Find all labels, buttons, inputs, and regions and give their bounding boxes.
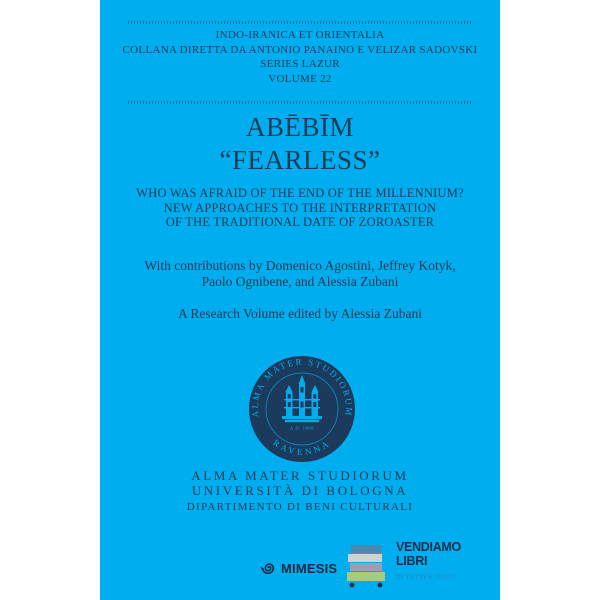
contributors-block [100,258,500,290]
institution-block [100,468,500,513]
book-cart-icon [345,541,387,588]
publisher-logo [260,560,337,576]
seal-top-text: ALMA MATER STUDIORUM [249,356,355,418]
seal-date: A.D. 1088 [289,425,315,431]
seal-bottom-text: RAVENNA [271,437,333,457]
series-volume: VOLUME 22 [268,72,332,85]
institution-name: ALMA MATER STUDIORUM [191,468,409,483]
series-block [100,28,500,86]
bookseller-name-line2: LIBRI [396,553,428,568]
bookseller-logo [345,541,461,588]
editor-line: A Research Volume edited by Alessia Zubani [178,306,422,321]
bookseller-text [396,541,461,581]
institution-department: DIPARTIMENTO DI BENI CULTURALI [186,501,414,513]
series-editors: COLLANA DIRETTA DA ANTONIO PANAINO E VELIZAR SADOVSKI [122,43,478,56]
university-seal-icon [247,354,357,464]
book-title-translation: “FEARLESS” [219,145,381,175]
subtitle-line: NEW APPROACHES TO THE INTERPRETATION [163,200,437,215]
chameleon-icon [260,560,276,576]
subtitle-block [100,186,500,230]
series-subseries: SERIES LAZUR [260,58,340,70]
mid-dotted-rule [128,101,472,104]
contributors-line: Paolo Ognibene, and Alessia Zubani [201,274,399,289]
series-name: INDO-IRANICA ET ORIENTALIA [215,29,385,41]
subtitle-line: OF THE TRADITIONAL DATE OF ZOROASTER [165,215,435,229]
institution-university: UNIVERSITÀ DI BOLOGNA [191,483,409,498]
top-dotted-rule [128,21,472,24]
bookseller-tagline: DI TUTTI A TUTTI [396,574,456,581]
book-title: ABĒBĪM [245,112,354,142]
title-block [100,111,500,177]
bookseller-name-line1: VENDIAMO [396,540,461,554]
book-cover [100,0,500,600]
publisher-name: MIMESIS [281,560,338,576]
contributors-line: With contributions by Domenico Agostini, Jeffrey Kotyk, [144,258,456,273]
subtitle-line: WHO WAS AFRAID OF THE END OF THE MILLENNIUM? [136,186,464,200]
